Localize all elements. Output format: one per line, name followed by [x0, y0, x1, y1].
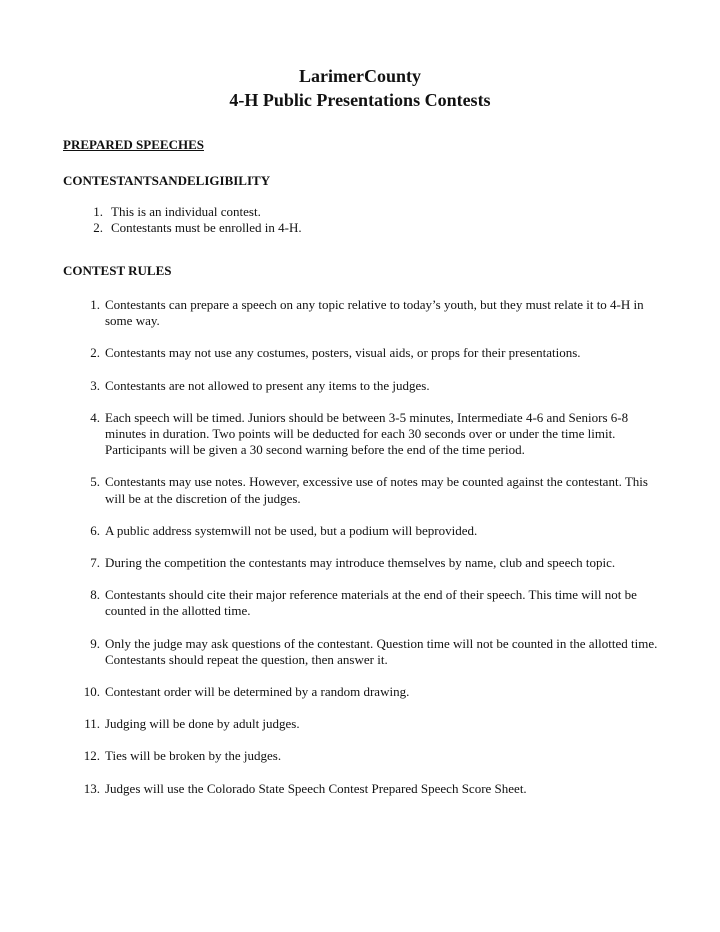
list-item-text: Judging will be done by adult judges. — [105, 716, 300, 732]
list-item — [63, 523, 663, 539]
list-item — [63, 410, 663, 459]
list-item-number: 12. — [83, 748, 100, 764]
list-item — [63, 555, 663, 571]
list-item — [63, 297, 663, 329]
list-item — [63, 220, 302, 236]
list-item-number: 10. — [83, 684, 100, 700]
list-item-text: A public address systemwill not be used, but a podium will beprovided. — [105, 522, 478, 538]
list-item-text: Ties will be broken by the judges. — [105, 748, 282, 764]
list-item-number: 11. — [84, 716, 100, 732]
list-item — [63, 684, 663, 700]
list-item — [63, 345, 663, 361]
list-item-number: 7. — [90, 555, 100, 571]
list-item-number: 1. — [90, 297, 100, 312]
title-line-1: LarimerCounty — [299, 66, 421, 86]
section-heading: PREPARED SPEECHES — [63, 137, 204, 152]
list-item — [63, 587, 663, 619]
list-item-number: 6. — [90, 522, 100, 538]
eligibility-list — [63, 204, 302, 236]
list-item — [63, 716, 663, 732]
list-item-text: Each speech will be timed. Juniors should be between 3-5 minutes, Intermediate 4-6 and Seniors 6-8 minutes in duration. Two points will be deducted for each 30 seconds over or under the time limit. Participants will be given a 30 second warning before the end of the time period. — [105, 409, 629, 458]
list-item-text: Contestants should cite their major reference materials at the end of their speech. This time will not be counted in the allotted time. — [105, 587, 637, 619]
list-item-text: Contestants may not use any costumes, posters, visual aids, or props for their presentations. — [105, 345, 581, 361]
list-item-number: 5. — [90, 474, 100, 490]
list-item-number: 2. — [90, 345, 100, 361]
list-item-number: 13. — [83, 780, 100, 796]
list-item — [63, 636, 663, 668]
list-item-number: 4. — [90, 409, 100, 425]
list-item-number: 3. — [90, 377, 100, 393]
list-item-text: Contestants may use notes. However, excessive use of notes may be counted against the contestant. This will be at the discretion of the judges. — [105, 474, 648, 506]
list-item-number: 1. — [93, 204, 103, 219]
list-item-text: Contestants can prepare a speech on any topic relative to today’s youth, but they must relate it to 4-H in some way. — [105, 297, 644, 329]
list-item-text: Contestant order will be determined by a random drawing. — [105, 684, 410, 700]
list-item-text: During the competition the contestants may introduce themselves by name, club and speech topic. — [105, 555, 616, 571]
eligibility-heading: CONTESTANTSANDELIGIBILITY — [63, 173, 271, 188]
list-item — [63, 781, 663, 797]
list-item-text: Contestants must be enrolled in 4-H. — [111, 220, 302, 235]
list-item-text: Judges will use the Colorado State Speech Contest Prepared Speech Score Sheet. — [105, 780, 527, 796]
list-item-text: Contestants are not allowed to present any items to the judges. — [105, 377, 430, 393]
list-item — [63, 204, 302, 220]
list-item-number: 9. — [90, 635, 100, 651]
list-item-text: Only the judge may ask questions of the contestant. Question time will not be counted in the allotted time. Contestants should repeat the question, then answer it. — [105, 635, 658, 667]
rules-list — [63, 297, 663, 813]
title-block — [0, 64, 720, 112]
title-line-2: 4-H Public Presentations Contests — [229, 90, 491, 110]
list-item-number: 2. — [93, 220, 103, 235]
list-item — [63, 378, 663, 394]
list-item — [63, 474, 663, 506]
list-item — [63, 748, 663, 764]
list-item-text: This is an individual contest. — [111, 204, 261, 219]
rules-heading: CONTEST RULES — [63, 263, 172, 278]
list-item-number: 8. — [90, 587, 100, 603]
